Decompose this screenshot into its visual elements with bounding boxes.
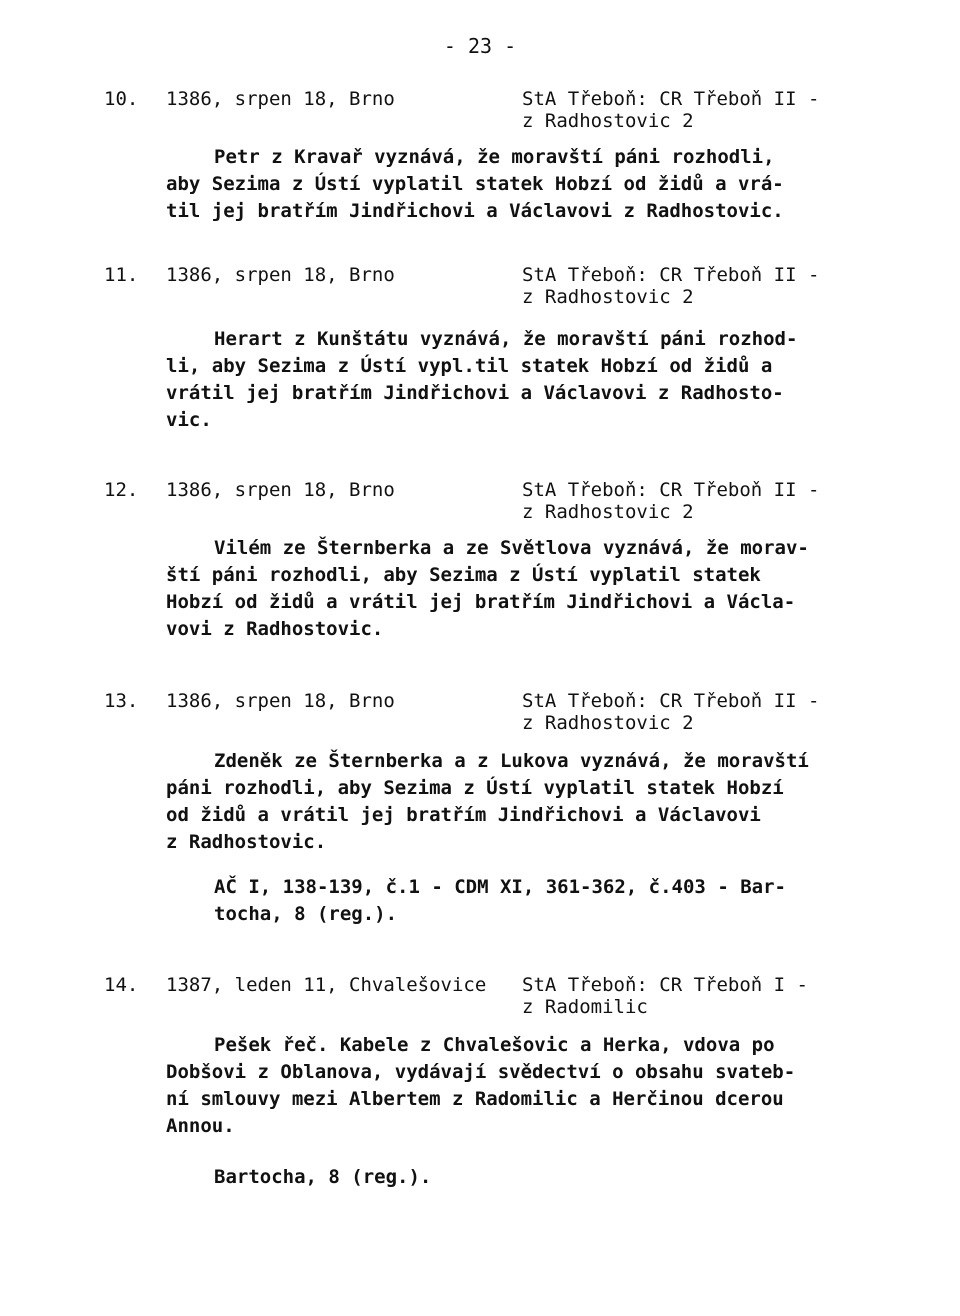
entry-date: 1386, srpen 18, Brno: [166, 479, 395, 501]
page-number: - 23 -: [443, 34, 517, 58]
text-line: Herart z Kunštátu vyznává, že moravští páni rozhod-: [214, 328, 798, 350]
archive-line: StA Třeboň: CR Třeboň I -: [522, 974, 808, 996]
archive-line: z Radhostovic 2: [522, 286, 694, 308]
archive-line: StA Třeboň: CR Třeboň II -: [522, 690, 820, 712]
archive-reference: [522, 974, 808, 1018]
text-line: li, aby Sezima z Ústí vypl.til statek Hobzí od židů a: [166, 355, 773, 377]
archive-line: z Radomilic: [522, 996, 648, 1018]
literature-reference: [166, 874, 866, 928]
reference-line: Bartocha, 8 (reg.).: [214, 1166, 432, 1188]
entry-10: [0, 88, 960, 222]
text-line: Pešek řeč. Kabele z Chvalešovic a Herka, vdova po: [214, 1034, 775, 1056]
reference-line: tocha, 8 (reg.).: [214, 903, 398, 925]
entry-13: [0, 690, 960, 925]
text-line: aby Sezima z Ústí vyplatil statek Hobzí od židů a vrá-: [166, 173, 784, 195]
entry-text: [166, 748, 866, 856]
entry-header: [0, 88, 960, 134]
text-line: Vilém ze Šternberka a ze Světlova vyznává, že morav-: [214, 537, 809, 559]
text-line: vovi z Radhostovic.: [166, 618, 384, 640]
entry-date: 1387, leden 11, Chvalešovice: [166, 974, 487, 996]
text-line: z Radhostovic.: [166, 831, 327, 853]
entry-header: [0, 974, 960, 1020]
reference-line: AČ I, 138-139, č.1 - CDM XI, 361-362, č.403 - Bar-: [214, 876, 786, 898]
entry-text: [166, 326, 866, 434]
entry-number: 11.: [104, 264, 139, 286]
entry-text: [166, 144, 866, 225]
entry-number: 10.: [104, 88, 139, 110]
entry-number: 12.: [104, 479, 139, 501]
entry-date: 1386, srpen 18, Brno: [166, 264, 395, 286]
entry-text: [166, 1032, 866, 1140]
text-line: Hobzí od židů a vrátil jej bratřím Jindřichovi a Václa-: [166, 591, 796, 613]
entry-text: [166, 535, 866, 643]
entry-header: [0, 479, 960, 525]
literature-reference: [166, 1164, 866, 1191]
entry-header: [0, 264, 960, 310]
text-line: vic.: [166, 409, 212, 431]
text-line: vrátil jej bratřím Jindřichovi a Václavovi z Radhosto-: [166, 382, 784, 404]
entry-number: 14.: [104, 974, 139, 996]
entry-14: [0, 974, 960, 1188]
archive-reference: [522, 88, 819, 132]
text-line: páni rozhodli, aby Sezima z Ústí vyplatil statek Hobzí: [166, 777, 784, 799]
text-line: ští páni rozhodli, aby Sezima z Ústí vyplatil statek: [166, 564, 761, 586]
archive-reference: [522, 690, 819, 734]
archive-reference: [522, 264, 819, 308]
text-line: Zdeněk ze Šternberka a z Lukova vyznává, že moravští: [214, 750, 809, 772]
archive-line: z Radhostovic 2: [522, 712, 694, 734]
text-line: Annou.: [166, 1115, 235, 1137]
entry-header: [0, 690, 960, 736]
text-line: Petr z Kravař vyznává, že moravští páni rozhodli,: [214, 146, 775, 168]
archive-line: z Radhostovic 2: [522, 501, 694, 523]
archive-line: StA Třeboň: CR Třeboň II -: [522, 479, 820, 501]
text-line: Dobšovi z Oblanova, vydávají svědectví o obsahu svateb-: [166, 1061, 796, 1083]
archive-reference: [522, 479, 819, 523]
entry-number: 13.: [104, 690, 139, 712]
entry-12: [0, 479, 960, 640]
archive-line: z Radhostovic 2: [522, 110, 694, 132]
text-line: til jej bratřím Jindřichovi a Václavovi z Radhostovic.: [166, 200, 784, 222]
archive-line: StA Třeboň: CR Třeboň II -: [522, 264, 820, 286]
entry-date: 1386, srpen 18, Brno: [166, 690, 395, 712]
text-line: od židů a vrátil jej bratřím Jindřichovi a Václavovi: [166, 804, 761, 826]
text-line: ní smlouvy mezi Albertem z Radomilic a Herčinou dcerou: [166, 1088, 784, 1110]
entry-11: [0, 264, 960, 431]
archive-line: StA Třeboň: CR Třeboň II -: [522, 88, 820, 110]
entry-date: 1386, srpen 18, Brno: [166, 88, 395, 110]
